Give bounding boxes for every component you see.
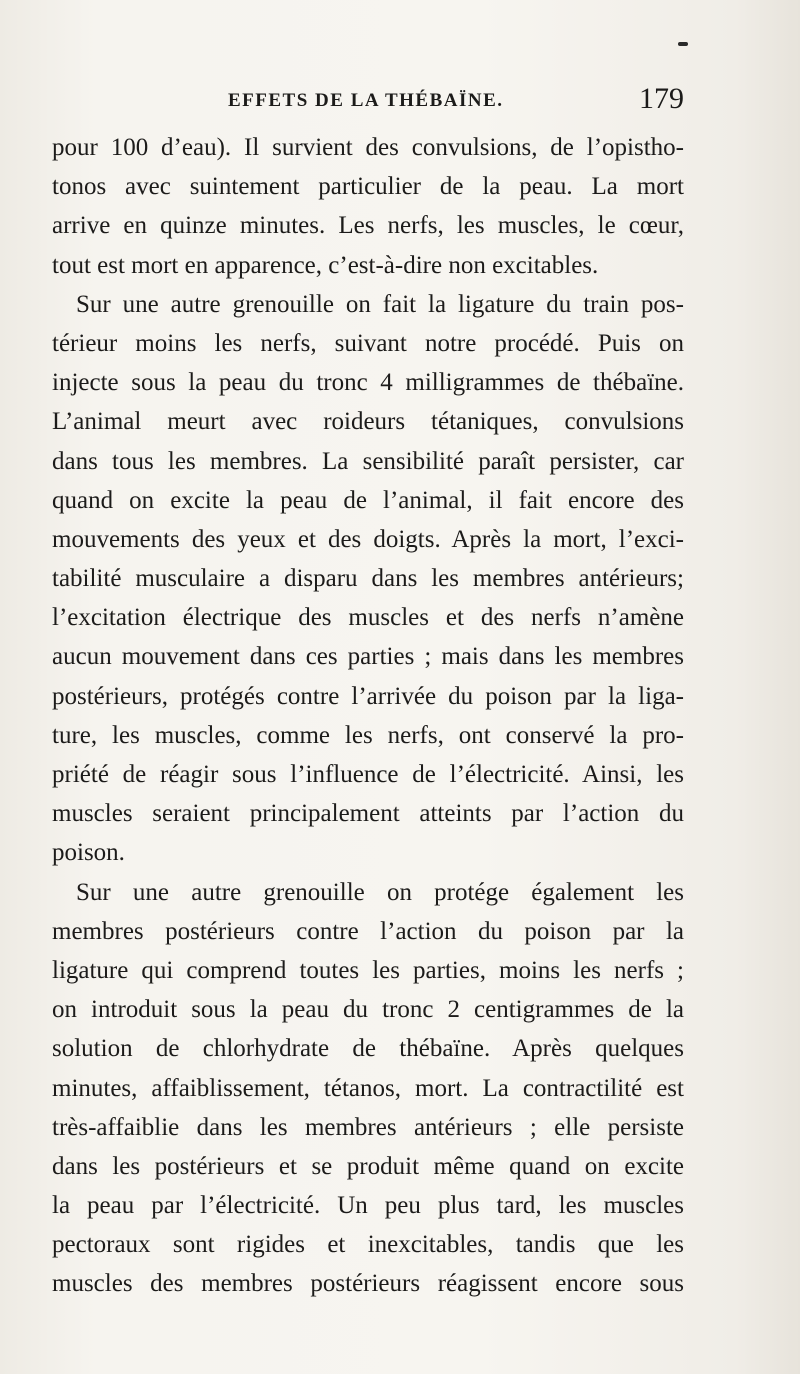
text-line: priété de réagir sous l’influence de l’électricité. Ainsi, les — [52, 761, 684, 788]
text-line: L’animal meurt avec roideurs tétaniques, convulsions — [52, 408, 684, 436]
page-number: 179 — [639, 82, 684, 115]
text-line: très-affaiblie dans les membres antérieurs ; elle persiste — [52, 1113, 684, 1141]
text-line: l’excitation électrique des muscles et des nerfs n’amène — [52, 604, 684, 632]
text-line: injecte sous la peau du tronc 4 milligrammes de thébaïne. — [52, 369, 684, 397]
text-line: la peau par l’électricité. Un peu plus tard, les muscles — [52, 1192, 684, 1220]
text-line: poison. — [52, 839, 125, 867]
running-head: EFFETS DE LA THÉBAÏNE. — [228, 90, 504, 111]
text-line: on introduit sous la peau du tronc 2 centigrammes de la — [52, 996, 684, 1024]
text-line: tout est mort en apparence, c’est-à-dire non excitables. — [52, 251, 599, 279]
text-line: muscles seraient principalement atteints par l’action du — [52, 800, 684, 828]
text-line: ture, les muscles, comme les nerfs, ont conservé la pro- — [52, 721, 684, 749]
text-line: pour 100 d’eau). Il survient des convulsions, de l’opistho- — [52, 134, 684, 161]
text-line: arrive en quinze minutes. Les nerfs, les muscles, le cœur, — [52, 212, 684, 240]
text-line: quand on excite la peau de l’animal, il fait encore des — [52, 486, 684, 514]
paragraph-start-line: Sur une autre grenouille on protége également les — [76, 878, 684, 906]
text-line: pectoraux sont rigides et inexcitables, tandis que les — [52, 1231, 684, 1259]
text-line: postérieurs, protégés contre l’arrivée du poison par la liga- — [52, 682, 684, 710]
text-line: dans les postérieurs et se produit même quand on excite — [52, 1152, 684, 1180]
page-header — [52, 82, 684, 122]
text-line: membres postérieurs contre l’action du poison par la — [52, 917, 684, 945]
text-line: minutes, affaiblissement, tétanos, mort. La contractilité est — [52, 1074, 684, 1102]
text-line: solution de chlorhydrate de thébaïne. Après quelques — [52, 1035, 684, 1063]
text-line: mouvements des yeux et des doigts. Après la mort, l’exci- — [52, 525, 684, 553]
text-line: muscles des membres postérieurs réagissent encore sous — [52, 1270, 684, 1298]
text-line: ligature qui comprend toutes les parties, moins les nerfs ; — [52, 956, 684, 984]
text-line: térieur moins les nerfs, suivant notre procédé. Puis on — [52, 329, 684, 357]
text-line: tonos avec suintement particulier de la peau. La mort — [52, 173, 684, 201]
ink-speck — [678, 42, 688, 46]
text-line: aucun mouvement dans ces parties ; mais dans les membres — [52, 643, 684, 671]
text-line: dans tous les membres. La sensibilité paraît persister, car — [52, 447, 684, 475]
text-line: tabilité musculaire a disparu dans les membres antérieurs; — [52, 565, 684, 593]
body-text — [52, 128, 684, 1304]
paragraph-start-line: Sur une autre grenouille on fait la ligature du train pos- — [76, 290, 684, 318]
